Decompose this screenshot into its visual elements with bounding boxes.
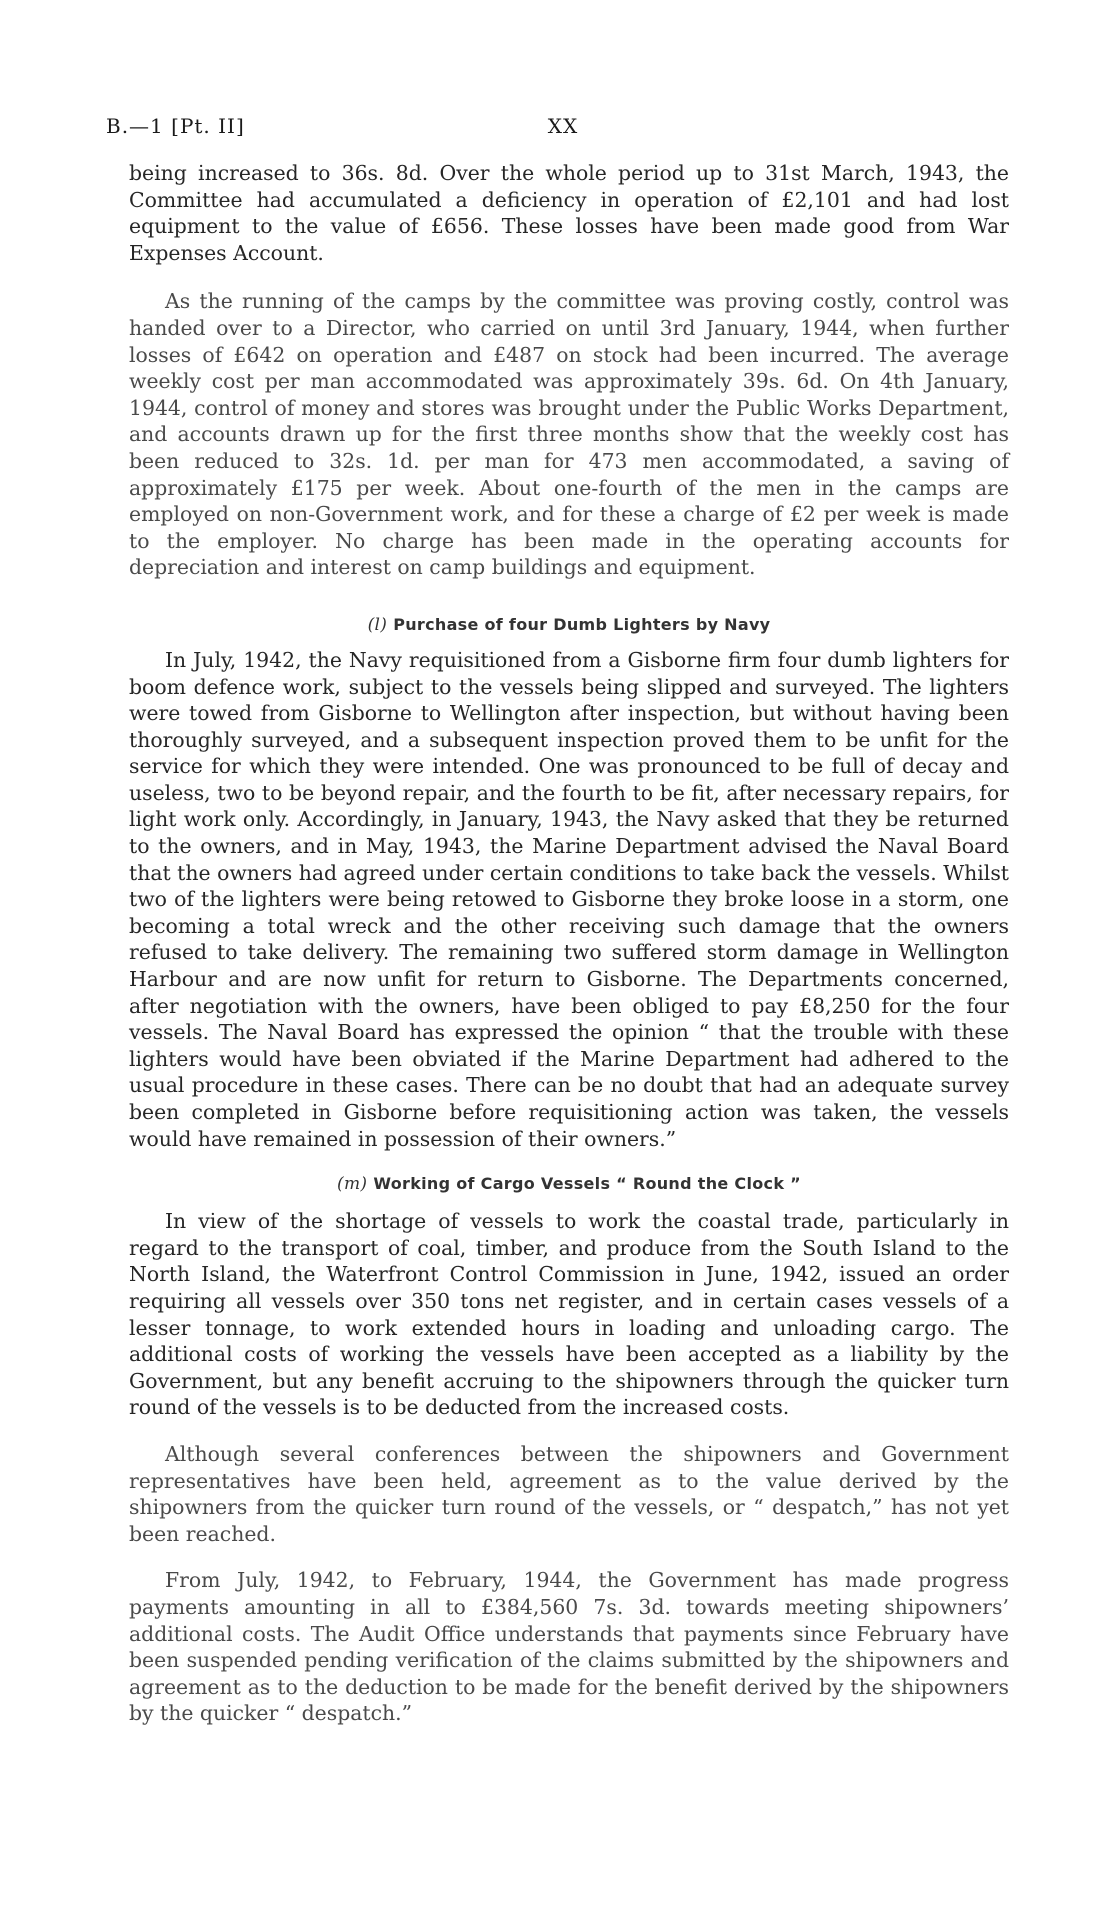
paragraph-dumb-lighters: In July, 1942, the Navy requisitioned from a Gisborne firm four dumb lighters for boom defence work, subject to the vessels being slipped and surveyed. The lighters were towed from Gisborne to Wellington after inspection, but without having been thoroughly surveyed, and a subsequent inspection proved them to be unfit for the service for which they were intended. One was pronounced to be full of decay and useless, two to be beyond repair, and the fourth to be fit, after necessary repairs, for light work only. Accordingly, in January, 1943, the Navy asked that they be returned to the owners, and in May, 1943, the Marine Department advised the Naval Board that the owners had agreed under certain conditions to take back the vessels. Whilst two of the lighters were being retowed to Gisborne they broke loose in a storm, one becoming a total wreck and the other receiving such damage that the owners refused to take delivery. The remaining two suffered storm damage in Wellington Harbour and are now unfit for return to Gisborne. The Departments concerned, after negotiation with the owners, have been obliged to pay £8,250 for the four vessels. The Naval Board has expressed the opinion “ that the trouble with these lighters would have been obviated if the Marine Department had adhered to the usual procedure in these cases. There can be no doubt that had an adequate survey been completed in Gisborne before requisitioning action was taken, the vessels would have remained in possession of their owners.” bbox=[129, 647, 1009, 1151]
paragraph-camps-control: As the running of the camps by the committee was proving costly, control was handed over to a Director, who carried on until 3rd January, 1944, when further losses of £642 on operation and £487 on stock had been incurred. The average weekly cost per man accommodated was approximately 39s. 6d. On 4th January, 1944, control of money and stores was brought under the Public Works Department, and accounts drawn up for the first three months show that the weekly cost has been reduced to 32s. 1d. per man for 473 men accommodated, a saving of approximately £175 per week. About one-fourth of the men in the camps are employed on non-Government work, and for these a charge of £2 per week is made to the employer. No charge has been made in the operating accounts for depreciation and interest on camp buildings and equipment. bbox=[129, 289, 1009, 580]
document-reference: B.—1 [Pt. II] bbox=[106, 114, 245, 138]
paragraph-conferences: Although several conferences between the shipowners and Government representatives have been held, agreement as to the value derived by the shipowners from the quicker turn round of the vessels, or “ despatch,” has not yet been reached. bbox=[129, 1441, 1009, 1546]
page-number: XX bbox=[547, 114, 579, 138]
section-heading-m bbox=[129, 1174, 1009, 1194]
body-text bbox=[129, 160, 1009, 1727]
section-title-m: Working of Cargo Vessels “ Round the Clock ” bbox=[373, 1174, 801, 1194]
paragraph-cargo-vessels: In view of the shortage of vessels to work the coastal trade, particularly in regard to the transport of coal, timber, and produce from the South Island to the North Island, the Waterfront Control Commission in June, 1942, issued an order requiring all vessels over 350 tons net register, and in certain cases vessels of a lesser tonnage, to work extended hours in loading and unloading cargo. The additional costs of working the vessels have been accepted as a liability by the Government, but any benefit accruing to the shipowners through the quicker turn round of the vessels is to be deducted from the increased costs. bbox=[129, 1209, 1009, 1420]
section-letter-l: (l) bbox=[367, 614, 388, 635]
paragraph-continued: being increased to 36s. 8d. Over the whole period up to 31st March, 1943, the Committee had accumulated a deficiency in operation of £2,101 and had lost equipment to the value of £656. These losses have been made good from War Expenses Account. bbox=[129, 161, 1009, 265]
page-header bbox=[106, 114, 1020, 144]
section-title-l: Purchase of four Dumb Lighters by Navy bbox=[393, 614, 771, 634]
paragraph-progress-payments: From July, 1942, to February, 1944, the Government has made progress payments amounting in all to £384,560 7s. 3d. towards meeting shipowners’ additional costs. The Audit Office understands that payments since February have been suspended pending verification of the claims submitted by the shipowners and agreement as to the deduction to be made for the benefit derived by the shipowners by the quicker “ despatch.” bbox=[129, 1568, 1009, 1726]
section-letter-m: (m) bbox=[337, 1174, 368, 1195]
section-heading-l bbox=[129, 615, 1009, 635]
